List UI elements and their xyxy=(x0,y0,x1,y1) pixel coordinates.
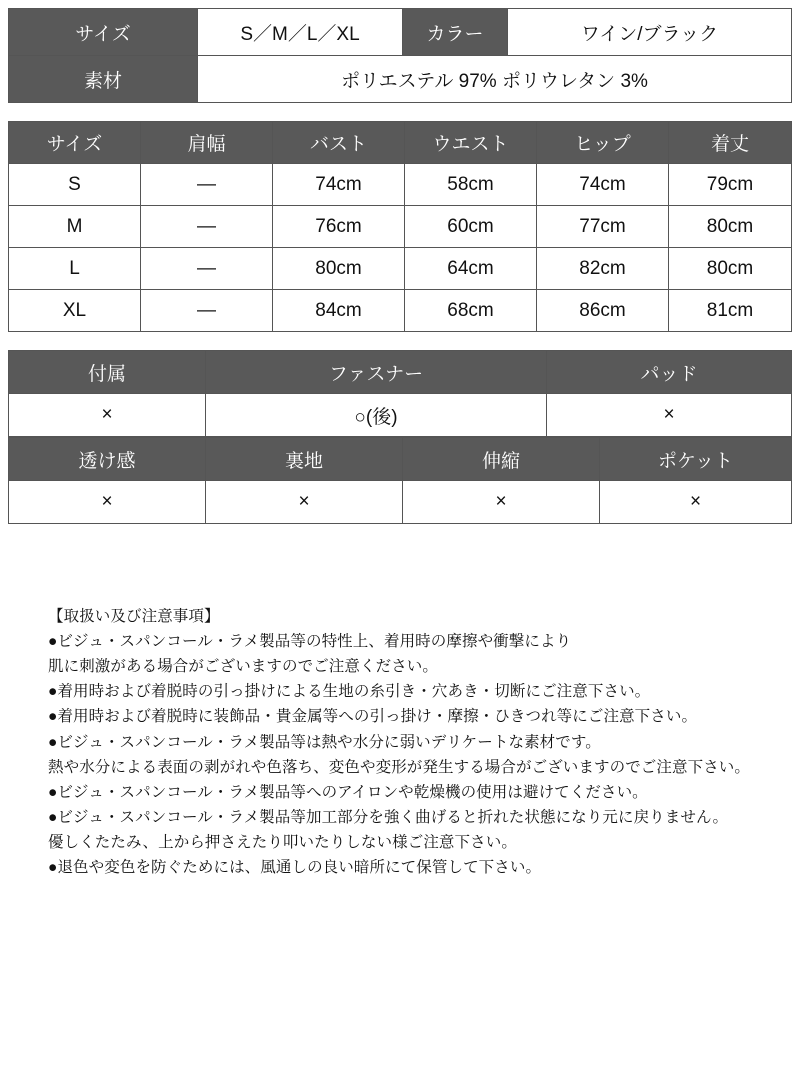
size-cell: 74cm xyxy=(537,164,669,206)
detail-table xyxy=(8,350,792,437)
detail-value-lining: × xyxy=(206,481,403,524)
notes-line: ●ビジュ・スパンコール・ラメ製品等は熱や水分に弱いデリケートな素材です。 xyxy=(48,733,601,751)
table-row xyxy=(9,394,792,437)
care-notes xyxy=(8,604,792,880)
notes-line: ●着用時および着脱時の引っ掛けによる生地の糸引き・穴あき・切断にご注意下さい。 xyxy=(48,683,651,701)
table-header-row xyxy=(9,438,792,481)
notes-line: 熱や水分による表面の剥がれや色落ち、変色や変形が発生する場合がございますのでご注意下さい。 xyxy=(48,758,751,776)
detail-value-zipper: ○(後) xyxy=(206,394,547,437)
size-cell: 76cm xyxy=(273,206,405,248)
size-col-header-size: サイズ xyxy=(9,122,141,164)
detail-header-stretch: 伸縮 xyxy=(403,438,600,481)
detail-header-lining: 裏地 xyxy=(206,438,403,481)
size-col-header-length: 着丈 xyxy=(669,122,792,164)
notes-line: 肌に刺激がある場合がございますのでご注意ください。 xyxy=(48,658,439,676)
table-row xyxy=(9,290,792,332)
size-cell: S xyxy=(9,164,141,206)
detail-value-stretch: × xyxy=(403,481,600,524)
size-cell: 80cm xyxy=(669,248,792,290)
size-cell: 84cm xyxy=(273,290,405,332)
size-cell: 77cm xyxy=(537,206,669,248)
detail-header-accessory: 付属 xyxy=(9,351,206,394)
detail-value-pad: × xyxy=(547,394,792,437)
table-row xyxy=(9,164,792,206)
size-cell: 60cm xyxy=(405,206,537,248)
table-row xyxy=(9,481,792,524)
notes-line: 優しくたたみ、上から押さえたり叩いたりしない様ご注意下さい。 xyxy=(48,833,517,851)
spec-label-size: サイズ xyxy=(9,9,198,56)
spec-value-size: S／M／L／XL xyxy=(198,9,403,56)
spec-value-color: ワイン/ブラック xyxy=(508,9,792,56)
size-cell: 58cm xyxy=(405,164,537,206)
size-cell: 82cm xyxy=(537,248,669,290)
size-col-header-bust: バスト xyxy=(273,122,405,164)
size-cell: 80cm xyxy=(273,248,405,290)
detail-header-pad: パッド xyxy=(547,351,792,394)
size-cell: 64cm xyxy=(405,248,537,290)
size-cell: — xyxy=(141,248,273,290)
table-row xyxy=(9,56,792,103)
size-col-header-hip: ヒップ xyxy=(537,122,669,164)
spec-table xyxy=(8,8,792,103)
size-cell: — xyxy=(141,290,273,332)
spacer xyxy=(8,103,792,121)
size-cell: 86cm xyxy=(537,290,669,332)
size-cell: 80cm xyxy=(669,206,792,248)
table-row xyxy=(9,248,792,290)
size-table xyxy=(8,121,792,332)
notes-line: ●ビジュ・スパンコール・ラメ製品等へのアイロンや乾燥機の使用は避けてください。 xyxy=(48,783,648,801)
size-col-header-waist: ウエスト xyxy=(405,122,537,164)
size-cell: L xyxy=(9,248,141,290)
spec-value-material: ポリエステル 97% ポリウレタン 3% xyxy=(198,56,792,103)
spacer xyxy=(8,332,792,350)
spacer xyxy=(8,524,792,564)
detail-value-sheer: × xyxy=(9,481,206,524)
detail-value-accessory: × xyxy=(9,394,206,437)
table-row xyxy=(9,9,792,56)
detail-header-pocket: ポケット xyxy=(600,438,792,481)
table-header-row xyxy=(9,351,792,394)
spec-label-material: 素材 xyxy=(9,56,198,103)
size-cell: — xyxy=(141,164,273,206)
spec-label-color: カラー xyxy=(403,9,508,56)
detail-table-secondary xyxy=(8,437,792,524)
notes-line: ●着用時および着脱時に装飾品・貴金属等への引っ掛け・摩擦・ひきつれ等にご注意下さい。 xyxy=(48,708,698,726)
size-cell: — xyxy=(141,206,273,248)
size-cell: 74cm xyxy=(273,164,405,206)
notes-title: 【取扱い及び注意事項】 xyxy=(48,608,220,625)
detail-header-zipper: ファスナー xyxy=(206,351,547,394)
table-header-row xyxy=(9,122,792,164)
notes-line: ●ビジュ・スパンコール・ラメ製品等加工部分を強く曲げると折れた状態になり元に戻りません。 xyxy=(48,808,729,826)
table-row xyxy=(9,206,792,248)
size-cell: XL xyxy=(9,290,141,332)
size-cell: M xyxy=(9,206,141,248)
notes-line: ●ビジュ・スパンコール・ラメ製品等の特性上、着用時の摩擦や衝撃により xyxy=(48,633,572,651)
size-cell: 79cm xyxy=(669,164,792,206)
size-cell: 81cm xyxy=(669,290,792,332)
detail-header-sheer: 透け感 xyxy=(9,438,206,481)
size-cell: 68cm xyxy=(405,290,537,332)
notes-line: ●退色や変色を防ぐためには、風通しの良い暗所にて保管して下さい。 xyxy=(48,859,542,877)
spacer xyxy=(8,564,792,604)
size-col-header-shoulder: 肩幅 xyxy=(141,122,273,164)
detail-value-pocket: × xyxy=(600,481,792,524)
